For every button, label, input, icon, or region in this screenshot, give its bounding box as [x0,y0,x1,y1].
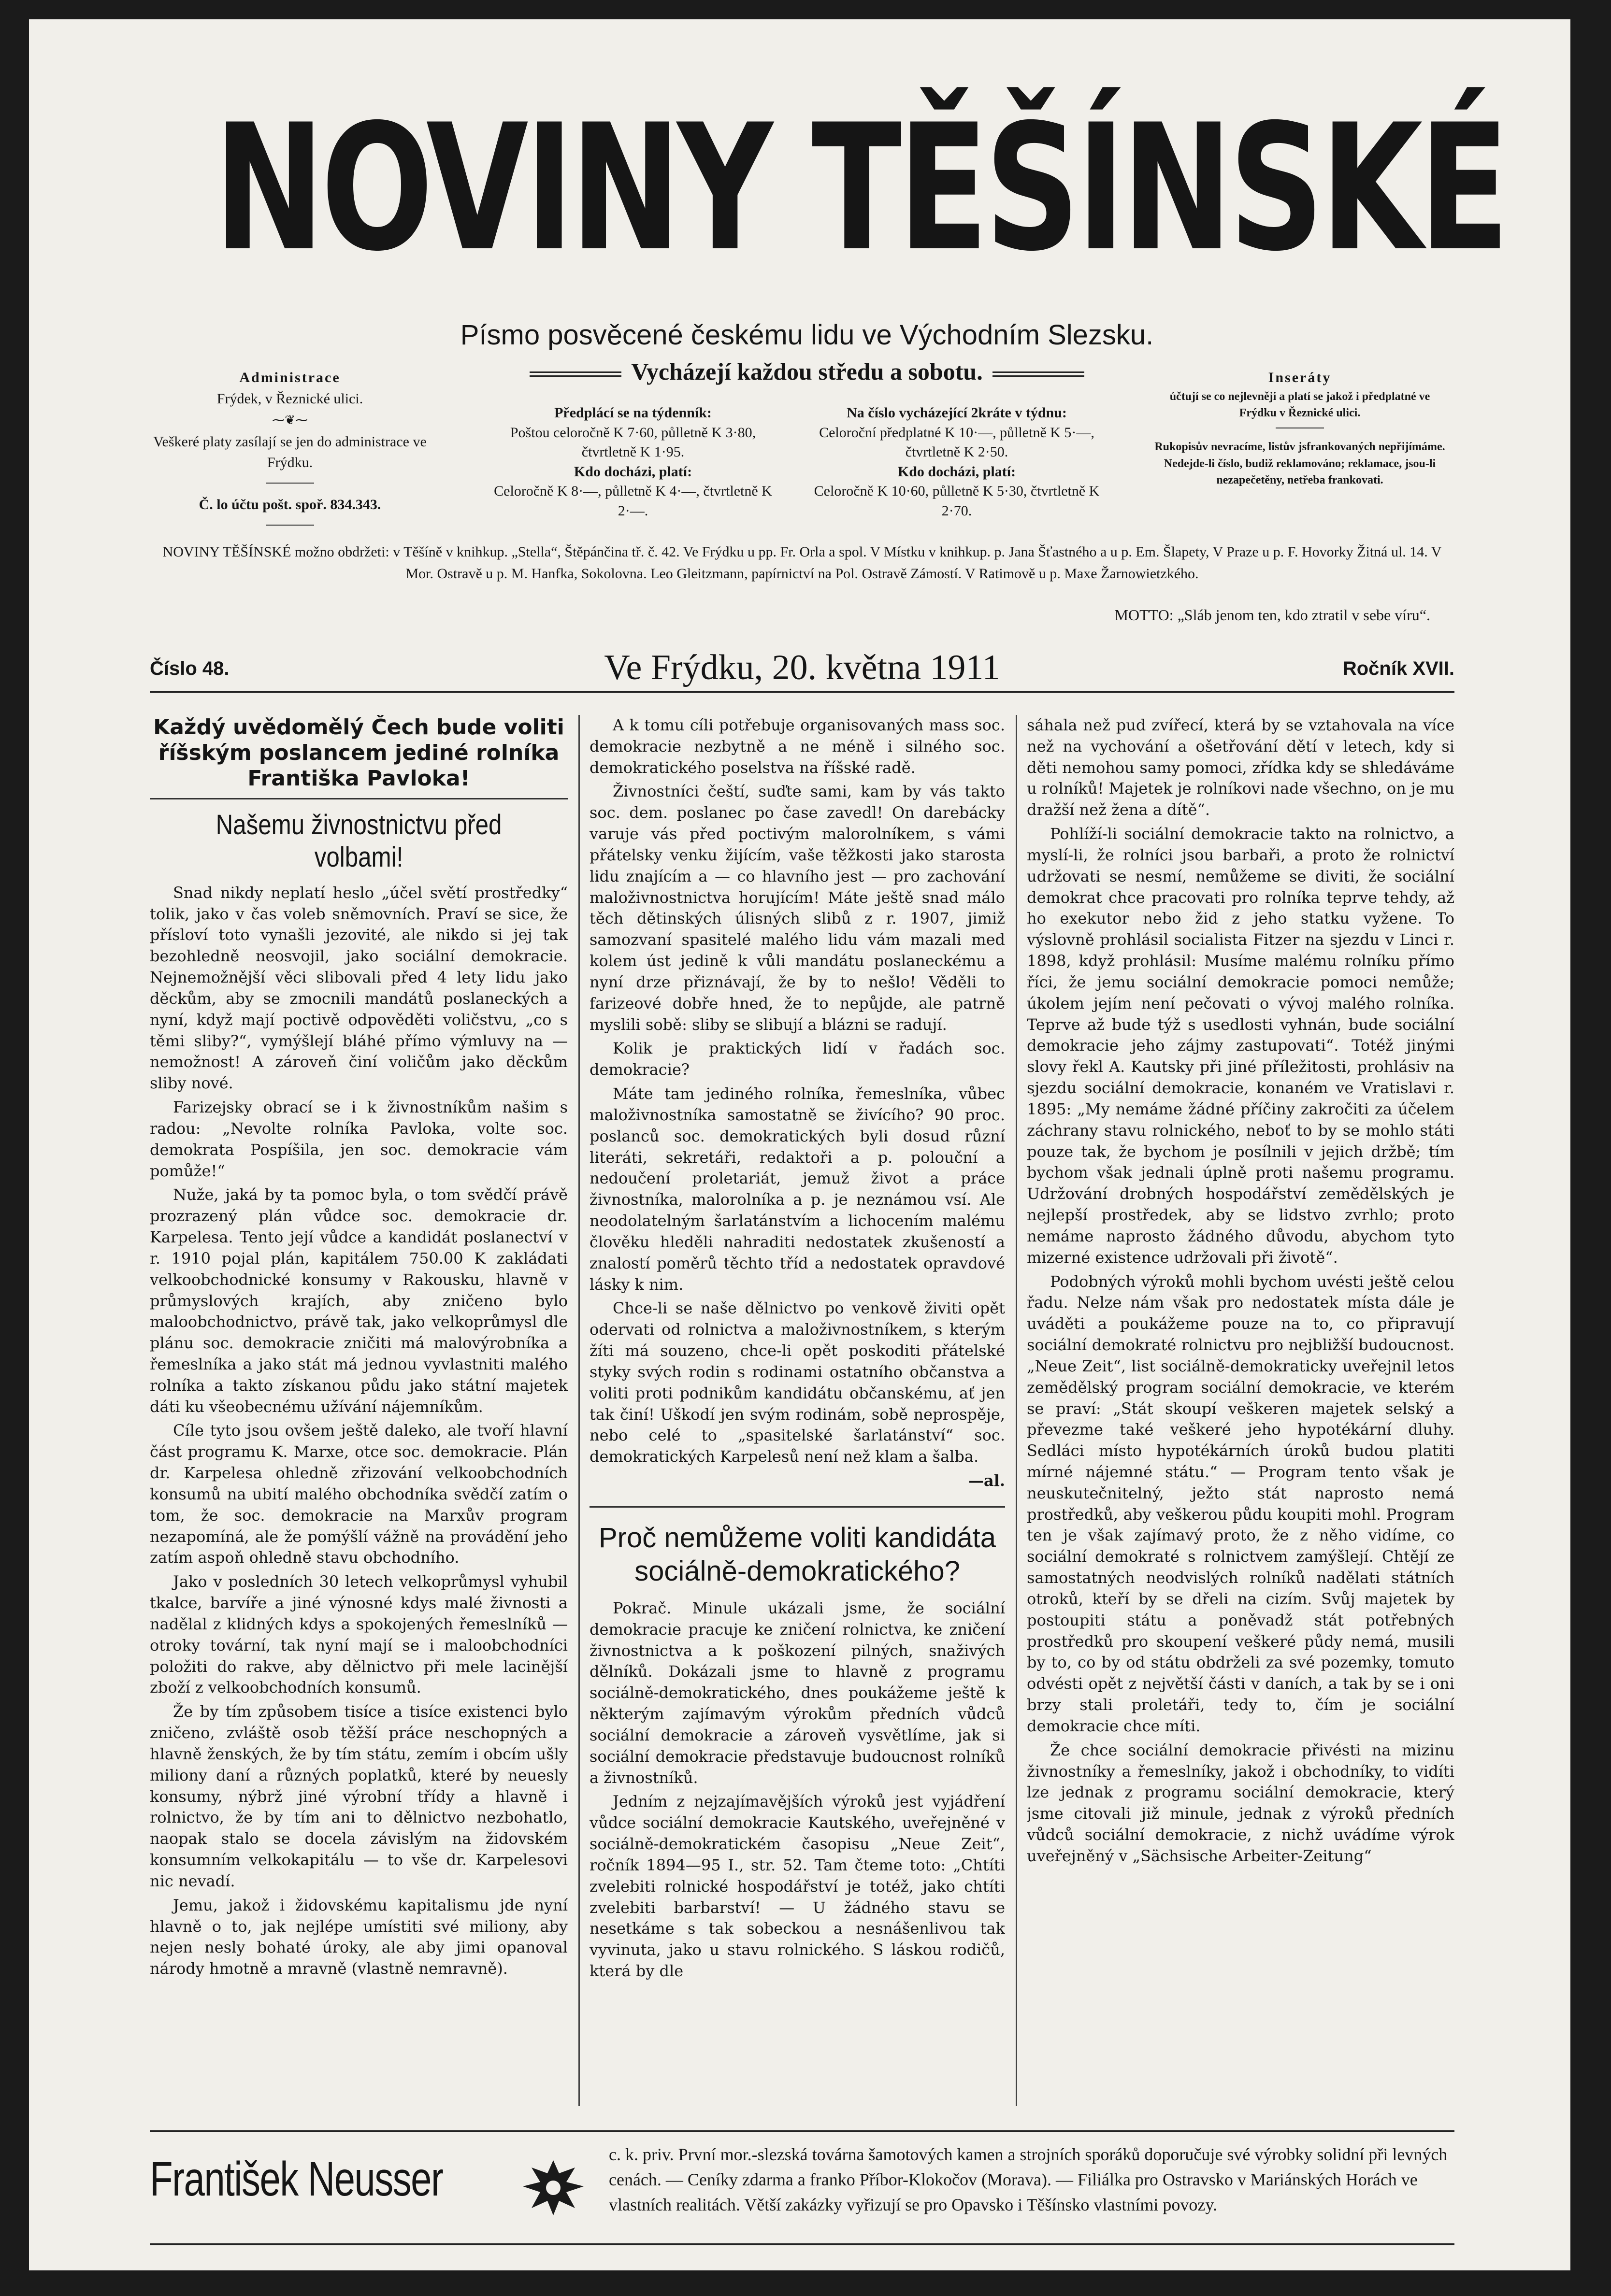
dateline [150,647,1454,693]
weekly-pickup-prices: Celoročně K 8·—, půlletně K 4·—, čtvrtletně K 2·—. [494,483,772,519]
publication-schedule [483,357,1131,385]
issue-date: Ve Frýdku, 20. května 1911 [604,648,1000,687]
twice-weekly-pickup-prices: Celoročně K 10·60, půlletně K 5·30, čtvrtletně K 2·70. [814,483,1100,519]
article-paragraph: Pokrač. Minule ukázali jsme, že sociální demokracie pracuje ke zničení rolnictva, ke zničení živnostnictva a k poškození pilných, snaživých dělníků. Dokázali jsme to hlavně z programu sociálně-demokratického, dnes poukážeme ještě k některým zajímavým výrokům předních vůdců sociální demokracie a zároveň vysvětlíme, jak si sociální demokracie představuje budoucnost rolníků a živnostníků. [590,1599,1005,1787]
distribution-points: NOVINY TĚŠÍNSKÉ možno obdržeti: v Těšíně v knihkup. „Stella“, Štěpánčina tř. č. 42. Ve Frýdku u pp. Fr. Orla a spol. V Místku v knihkup. p. Jana Šťastného a u p. Em. Šlapety, V Praze u p. F. Hovorky Žitná ul. 14. V Mor. Ostravě u p. M. Hanfka, Sokolovna. Leo Gleitzmann, papírnictví na Pol. Ostravě Zámostí. V Ratimově u p. Maxe Žarnowietzkého. [162,544,1442,582]
article-paragraph: Kolik je praktických lidí v řadách soc. demokracie? [590,1039,1005,1079]
volume-number: Ročník XVII. [1342,658,1454,679]
article-paragraph: Cíle tyto jsou ovšem ještě daleko, ale tvoří hlavní část programu K. Marxe, otce soc. demokracie. Plán dr. Karpelesa ohledně zřizování velkoobchodních konsumů na ubití malého obchodníka svědčí zatím o tom, že soc. demokracie na Marxův program nezapomíná, ale že pomýšlí vážně na provádění jeho zatím aspoň ohledně stavu obchodního. [150,1421,568,1567]
article-paragraph: Máte tam jediného rolníka, řemeslníka, vůbec maloživnostníka samostatně se živícího? 90 proc. poslanců soc. demokratických byli dosud různí literáti, sekretáři, redaktoři a p. polouční a nedoučení proletariát, jemuž život a práce živnostníka, malorolníka a p. je neznámou vsí. Ale neodolatelným šarlatánstvím a lichocením malému člověku hleděli nahraditi nedostatek zkušeností a znalostí poměrů těchto tříd a nedostatek opravdové lásky k nim. [590,1084,1005,1294]
inserts-heading: Inseráty [1268,370,1332,385]
inserts-box [1150,367,1450,489]
column-3 [1027,715,1454,2106]
divider [266,483,314,488]
article-paragraph: Chce-li se naše dělnictvo po venkově živiti opět odervati od rolnictva a maloživnostníkem, s kterým žíti má souzeno, chce-li opět poskoditi přátelské styky svých rodin s rodinami ostatního občanstva a voliti proti podnikům kandidátu občanskému, ať jen tak činí! Uškodí jen svým rodinám, sobě neprospěje, nebo celé to „spasitelské šarlatánství“ soc. demokratických Karpelesů není než klam a šalba. [590,1299,1005,1466]
column-1 [150,715,568,2106]
ornament-icon: ⁓❦⁓ [272,413,308,427]
article-paragraph: Jedním z nejzajímavějších výroků jest vyjádření vůdce sociální demokracie Kautského, uveřejněné v sociálně-demokratickém časopisu „Neue Zeit“, ročník 1894—95 I., str. 52. Tam čteme toto: „Chtíti zvelebiti rolnické hospodářství je totéž, jako chtíti zvelebiti barbarství! — U žádného stavu se nesetkáme s tak sobeckou a nesnášenlivou tak vyvinuta, jako u stavu rolnického. S láskou rodičů, která by dle [590,1792,1005,1981]
advertisement [150,2130,1454,2245]
weekly-heading: Předplácí se na týdenník: [554,405,712,421]
twice-weekly-subscription [812,403,1102,521]
article-paragraph: Že by tím způsobem tisíce a tisíce existenci bylo zničeno, zvláště osob těžší práce neschopných a hlavně ženských, že by tím státu, zemím i obcím ušly miliony daní a různých poplatků, které by neuesly konsumy, nýbrž jiné výrobní třídy a hlavně i rolnictvo, že by tím ani to dělnictvo nezbohatlo, naopak stalo se docela závislým na židovském konsumním velkokapitálu — to vše dr. Karpelesovi nic nevadí. [150,1702,568,1890]
article-paragraph: sáhala než pud zvířecí, která by se vztahovala na více než na vychování a ošetřování dětí v letech, kdy si děti nemohou samy pomoci, zřídka kdy se shledáváme u rolníků! Majetek je rolníkovi nade všechno, on je mu dražší než žena a dítě“. [1027,716,1454,819]
masthead-subtitle: Písmo posvěcené českému lidu ve Východním Slezsku. [460,319,1154,351]
twice-weekly-heading: Na číslo vycházející 2kráte v týdnu: [847,405,1067,421]
article-paragraph: A k tomu cíli potřebuje organisovaných mass soc. demokracie nezbytně a ne méně i silného soc. demokratického poselstva na říšské radě. [590,716,1005,777]
administration-payments: Veškeré platy zasílají se jen do administrace ve Frýdku. [153,433,427,471]
schedule-rule-left [530,371,621,377]
advertisement-text: c. k. priv. První mor.-slezská továrna šamotových kamen a strojních sporáků doporučuje své výrobky solidní při levných cenách. — Ceníky zdarma a franko Příbor-Klokočov (Morava). — Filiálka pro Ostravsko v Mariánských Horách ve vlastních realitách. Větší zakázky vyřizují se pro Opavsko i Těšínsko vlastními povozy. [609,2145,1448,2215]
article-paragraph: Jako v posledních 30 letech velkoprůmysl vyhubil tkalce, barvíře a jiné výnosné kdys malé živnosti a nadělal z klidných kdys a spokojených řemeslníků — otroky tovární, tak nyní mají se i maloobchodníci položiti do rakve, aby dělnictvo při mele lacinější zboží z velkoobchodních konsumů. [150,1572,568,1697]
divider [266,525,314,530]
article-paragraph: Nuže, jaká by ta pomoc byla, o tom svědčí právě prozrazený plán vůdce soc. demokracie dr. Karpelesa. Tento její vůdce a kandidát poslanectví v r. 1910 pojal plán, kapitálem 750.00 K zakládati velkoobchodnické konsumy v Rakousku, hlavně v průmyslových krajích, aby zničeno bylo maloobchodnictvo, právě tak, jako velkoprůmysl dle plánu soc. demokracie zničiti má malovýrobníka a řemeslníka a jako stát má jednou vyvlastniti malého rolníka a takto získanou půdu jako státní majetek dáti ku všeobecnému užívání nájemníkům. [150,1185,568,1416]
column-divider [1016,715,1017,2106]
schedule-text: Vycházejí každou středu a sobotu. [631,358,983,385]
column-divider [578,715,580,2106]
election-appeal: Každý uvědomělý Čech bude voliti říšským poslancem jediné rolníka Františka Pavloka! [150,715,568,799]
weekly-pickup-heading: Kdo docházi, platí: [574,463,692,480]
twice-weekly-pickup-heading: Kdo docházi, platí: [897,463,1016,480]
article-2-title: Proč nemůžeme voliti kandidáta sociálně-demokratického? [590,1506,1005,1588]
article-paragraph: Farizejsky obrací se i k živnostníkům našim s radou: „Nevolte rolníka Pavloka, volte soc. demokrata Pospíšila, jen soc. demokracie vám pomůže!“ [150,1098,568,1180]
weekly-subscription [488,403,778,521]
article-paragraph: Že chce sociální demokracie přivésti na mizinu živnostníky a řemeslníky, jakož i obchodníky, to vidíti lze jednak z programu sociální demokracie, který jsme citovali již minule, jednak z výroků předních vůdců sociální demokracie, z nichž uvádíme výrok uveřejněný v „Sächsische Arbeiter-Zeitung“ [1027,1740,1454,1865]
article-paragraph: Živnostníci čeští, suďte sami, kam by vás takto soc. dem. poslanec po čase zavedl! On darebácky varuje vás před poctivým malorolníkem, s vámi přátelsky venku žijícím, vaše těžkosti jako starosta lidu znajícím a — co hlavního jest — pro zachování maloživnostnictva horujícím! Máte ještě snad málo těch dětinských úlisných slibů z r. 1907, jimiž samozvaní spasitelé malého lidu vám mazali med kolem úst jedině k vůli mandátu poslaneckému a nyní drze přiznávají, že by to nešlo! Věděli to farizeové dobře hned, že to nepůjde, ale patrně myslili sobě: sliby se slibují a blázni se radují. [590,782,1005,1034]
inserts-text: účtují se co nejlevněji a platí se jakož i předplatné ve Frýdku v Řeznické ulici. [1169,390,1430,420]
administration-address: Frýdek, v Řeznické ulici. [216,390,363,407]
eagle-emblem-icon [517,2152,590,2224]
newspaper-page [29,19,1570,2270]
article-paragraph: Jemu, jakož i židovskému kapitalismu jde nyní hlavně o to, jak nejlépe umístiti své miliony, aby nejen nesly bohaté úroky, ale aby jimi opanoval národy hmotně a mravně (vlastně nemravně). [150,1896,568,1978]
article-paragraph: Podobných výroků mohli bychom uvésti ještě celou řadu. Nelze nám však pro nedostatek místa dále je uváděti a poukážeme pouze na to, co připravují sociální demokraté rolnictvu pro nejbližší budoucnost. „Neue Zeit“, list sociálně-demokraticky uveřejnil letos zemědělský program sociální demokracie, ve kterém se praví: „Stát skoupí veškeren majetek selský a převezme také veškeré jeho hypotékární dluhy. Sedláci místo hypotékárních úroků budou platiti mírné nájemné státu.“ — Program tento však je neuskutečnitelný, ježto stát naprosto nemá prostředků, aby veškerou půdu koupiti mohl. Program ten je však zajímavý proto, že z něho vidíme, co sociální demokraté s rolnictvem zamýšlejí. Chtějí ze samostatných neodvislých rolníků nadělati státních otroků, kteří by se dřeli na cizím. Svůj majetek by postoupiti státu a poněvadž stát potřebných prostředků pro skoupení veškeré půdy nemá, musili by to, co by od státu obdrželi za své pozemky, tomuto odvésti opět z největší části v daních, a tak by se i oni brzy stali proletáři, tedy to, čím je sociální demokracie chce míti. [1027,1272,1454,1735]
administration-heading: Administrace [239,370,341,385]
article-1-title: Našemu živnostnictvu před volbami! [216,809,502,873]
schedule-rule-right [992,371,1084,377]
article-paragraph: Snad nikdy neplatí heslo „účel světí prostředky“ tolik, jako v čas voleb sněmovních. Praví se sice, že přísloví toto vynašli jezovité, ale nikdo si jej tak bezohledně neosvojil, jako sociální demokracie. Nejnemožnější věci slibovali před 4 lety lidu jako děckům, aby se zmocnili mandátů poslaneckých a nyní, když mají poctivě odpověděti voličstvu, „co s těmi sliby?“, vymýšlejí bláhé přímo výmluvy na — nemožnost! A zároveň činí voličům jako děckům sliby nové. [150,883,568,1093]
motto: MOTTO: „Sláb jenom ten, kdo ztratil v sebe víru“. [1114,606,1430,624]
masthead-title: NOVINY TĚŠÍNSKÉ [214,87,1506,289]
manuscripts-note: Rukopisův nevracíme, listův jsfrankovaných nepřijímáme. Nedejde-li číslo, budiž reklamováno; reklamace, jsou-li nezapečetěny, netřeba frankovati. [1154,440,1445,487]
postal-account: Č. lo účtu pošt. spoř. 834.343. [199,497,381,513]
advertiser-name: František Neusser [150,2152,443,2206]
column-2 [590,715,1005,2106]
administration-box [150,367,430,536]
article-paragraph: Pohlíží-li sociální demokracie takto na rolnictvo, a myslí-li, že rolníci jsou barbaři, a proto že rolnictví udržovati se nesmí, nemůžeme se diviti, že sociální demokrat chce pracovati pro rolníka teprve tehdy, až ho exekutor nebo žid z jeho statku vyžene. To výslovně prohlásil socialista Fitzer na sjezdu v Linci r. 1898, když prohlásil: Musíme malému rolníku přímo říci, že jemu sociální demokracie pomoci nemůže; úkolem jejím není pečovati o vývoj malého rolníka. Teprve až bude týž s usedlosti vyhnán, bude sociální demokracie jeho zájmy zastupovati“. Totéž jinými slovy řekl A. Kautsky při jiné příležitosti, prohlásiv na sjezdu sociální demokracie, konaném ve Vratislavi r. 1895: „My nemáme žádné příčiny zakročiti za účelem záchrany stavu rolnického, neboť to by se mohlo státi pouze tak, že bychom je posílnili v jejich držbě; tím bychom však jednali úplně proti našemu programu. Udržování drobných hospodářství zemědělských je nejlepší prostředek, aby se lidstvo zvrhlo; proto nemáme naprosto žádného důvodu, abychom tyto mizerné existence udržovali při životě“. [1027,825,1454,1267]
twice-weekly-annual-prices: Celoroční předplatné K 10·—, půlletně K 5·—, čtvrtletně K 2·50. [819,424,1094,460]
article-1-signature: —al. [968,1471,1005,1490]
divider [1276,428,1324,433]
issue-number: Číslo 48. [150,658,230,679]
weekly-post-prices: Poštou celoročně K 7·60, půlletně K 3·80, čtvrtletně K 1·95. [510,424,756,460]
